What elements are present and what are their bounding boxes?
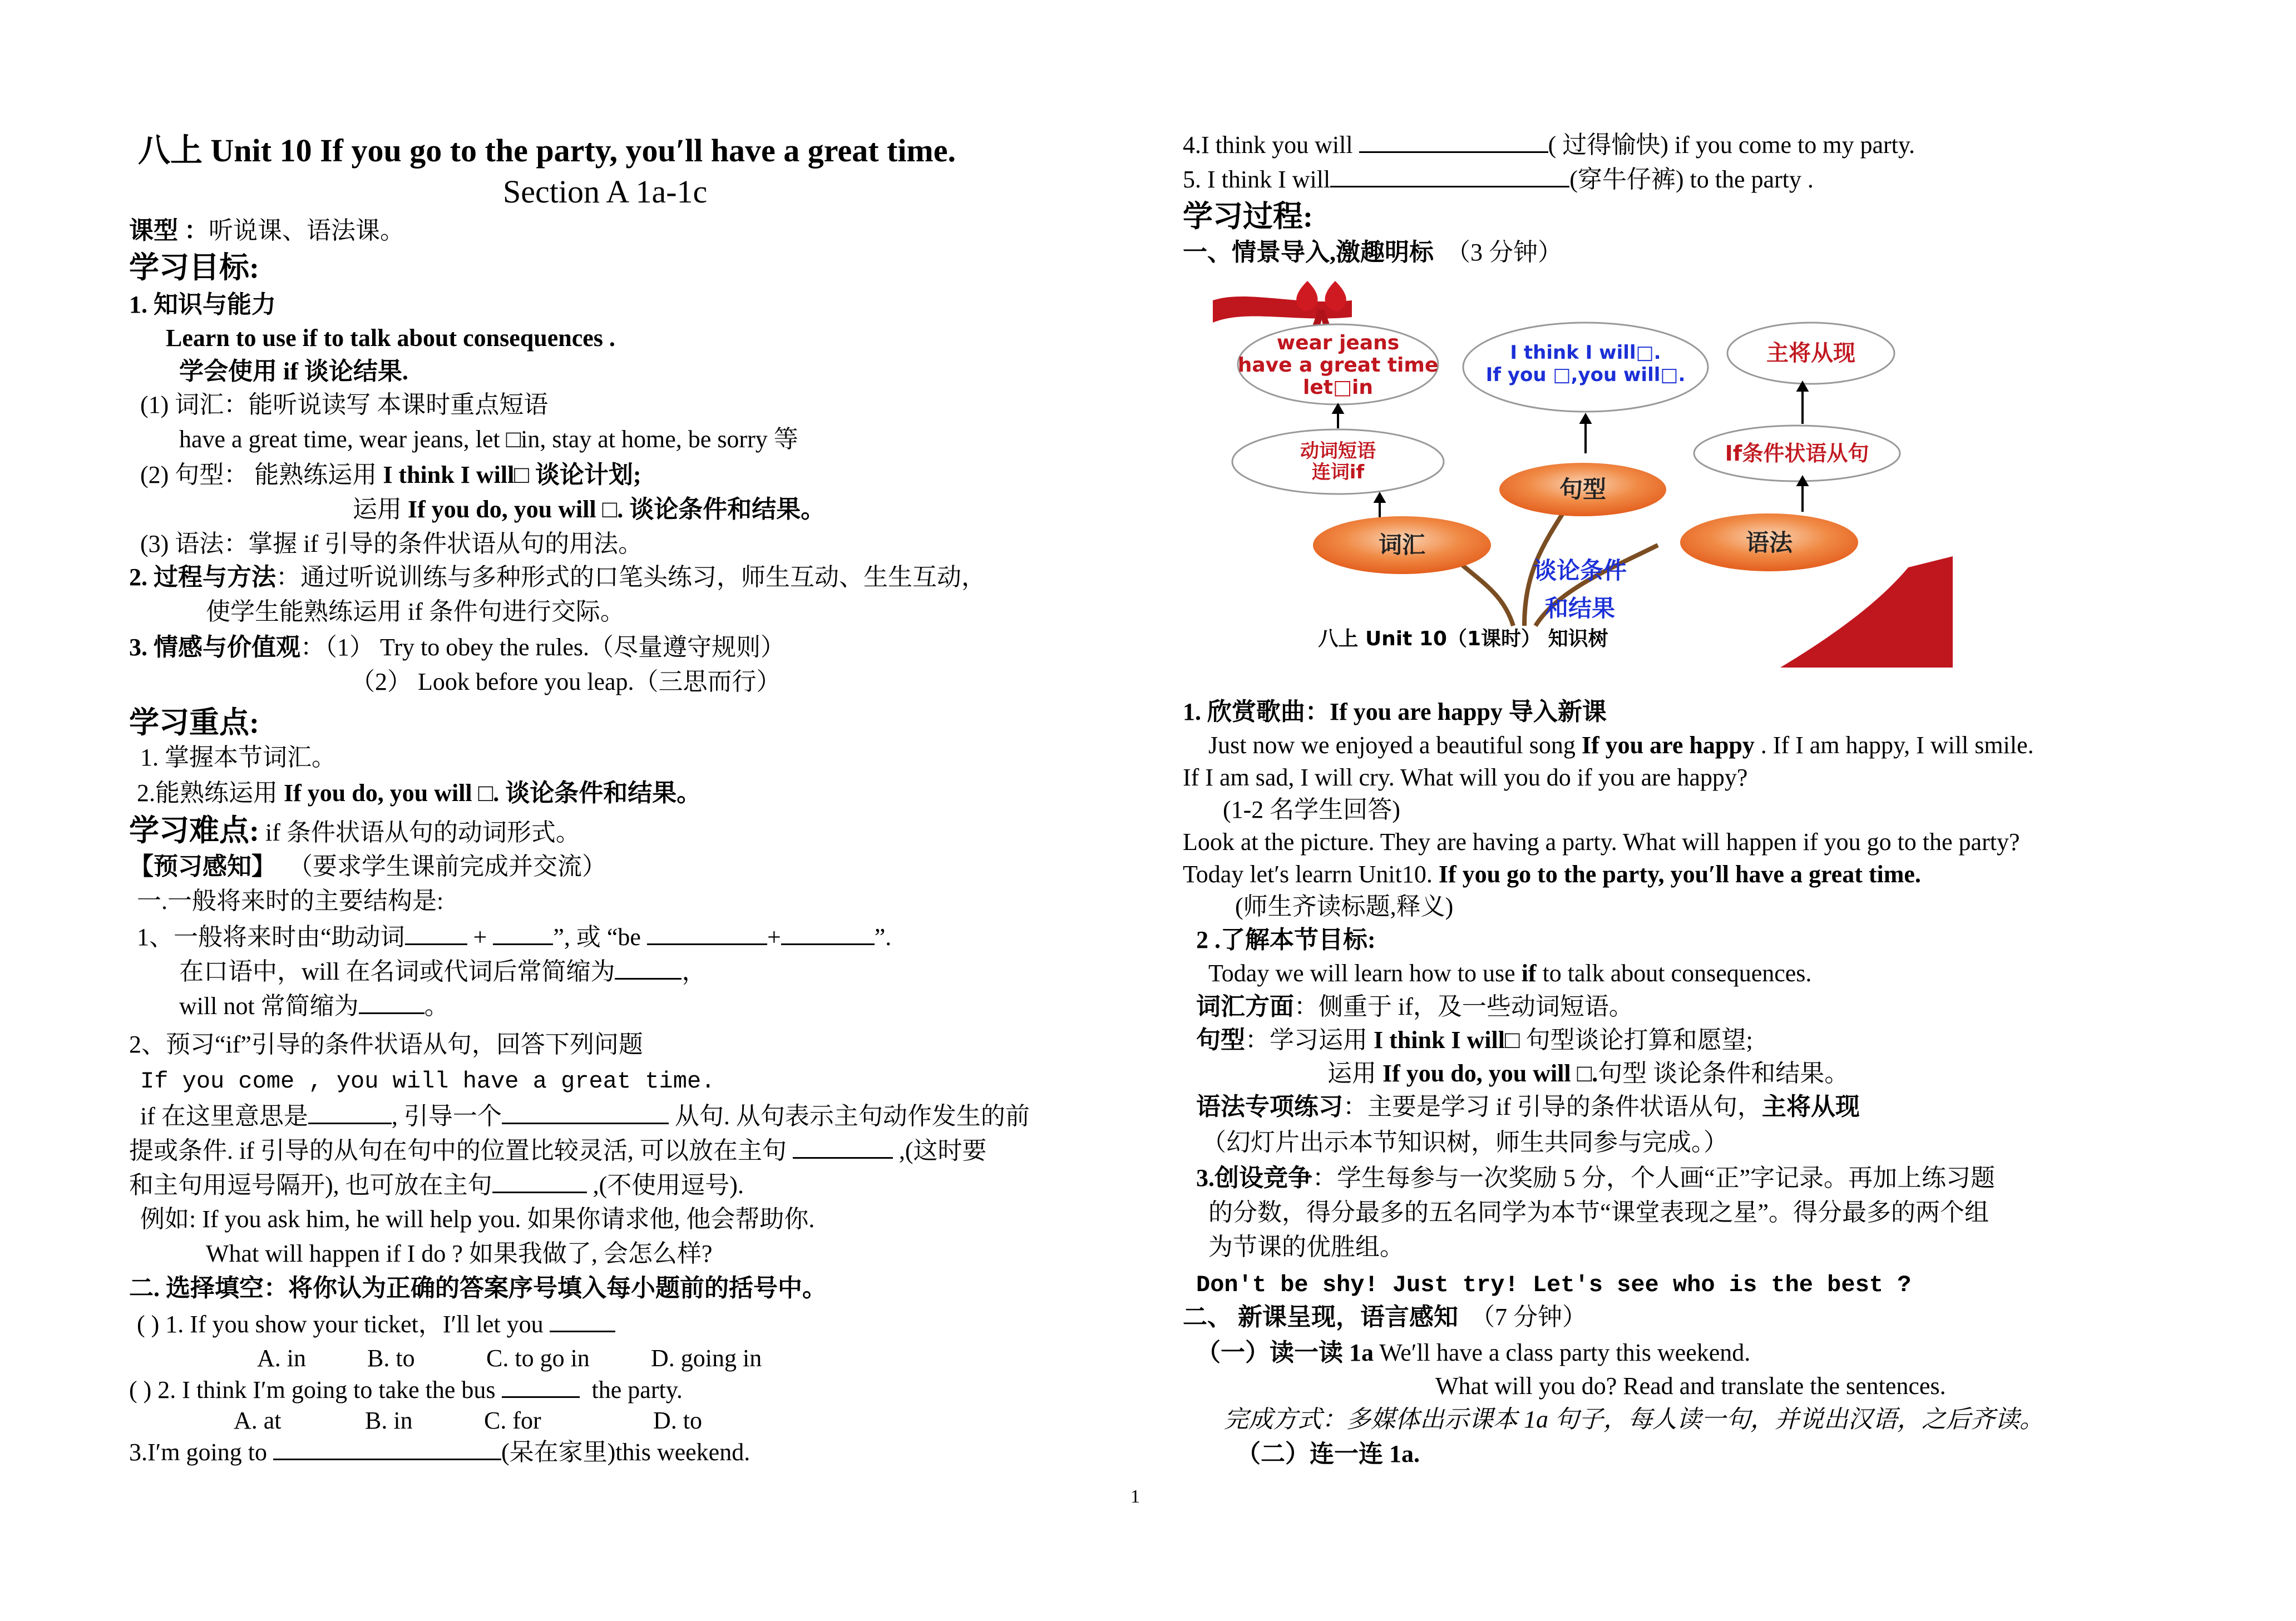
p2-l2-a: 提或条件. if 引导的从句在句中的位置比较灵活, 可以放在主句 <box>129 1137 787 1164</box>
goal1-cn-a: 学会使用 <box>179 358 283 385</box>
pattern-b1: 运用 <box>353 496 408 523</box>
goal1-en: Learn to use if to talk about consequences . <box>166 324 615 352</box>
q5-b: (穿牛仔裤) to the party . <box>1569 166 1814 193</box>
p2-l3-b: ,(不使用逗号). <box>592 1172 744 1199</box>
s1-l1-a: Just now we enjoyed a beautiful song <box>1208 732 1582 759</box>
blank[interactable] <box>502 1374 580 1398</box>
q1-opt-b: B. to <box>367 1345 415 1372</box>
step2-a: 二、 新课呈现，语言感知 <box>1183 1303 1458 1331</box>
s2-grammar-a: 语法专项练习 <box>1196 1093 1343 1120</box>
blank[interactable] <box>550 1308 615 1332</box>
q2-opt-d: D. to <box>653 1407 702 1434</box>
q3 <box>129 1436 750 1468</box>
s2-grammar <box>1196 1091 1860 1123</box>
read-line2: What will you do? Read and translate the sentences. <box>1435 1372 1946 1400</box>
bubble4-line2: 连词if <box>1311 461 1365 483</box>
page-number: 1 <box>1130 1486 1140 1507</box>
p1-l1-a: 1、一般将来时由“助动词 <box>137 923 405 951</box>
node-pattern: 句型 <box>1559 476 1607 503</box>
page-title: 八上 Unit 10 If you go to the party, you′ll have a great time. <box>138 132 956 169</box>
read-a: （一）读一读 1a <box>1196 1339 1374 1366</box>
q4-a: 4.I think you will <box>1183 131 1359 159</box>
p1-l1-d: + <box>767 923 781 951</box>
lesson-type-label: 课型 ： <box>129 217 209 244</box>
s2-vocab-a: 词汇方面 <box>1196 993 1294 1020</box>
grammar-line: (3) 语法：掌握 if 引导的条件状语从句的用法。 <box>140 530 643 557</box>
step2-heading <box>1183 1302 1587 1333</box>
key2-a: 2.能熟练运用 <box>137 779 284 807</box>
s2-use-c: 句型 谈论条件和结果。 <box>1598 1060 1849 1087</box>
node-grammar: 语法 <box>1745 529 1793 556</box>
q2-opt-b: B. in <box>365 1407 413 1434</box>
s2-grammar-b: ：主要是学习 if 引导的条件状语从句， <box>1343 1093 1762 1120</box>
p1-l2-end: ， <box>682 958 707 985</box>
diff-line <box>129 812 580 849</box>
s2-use-a: 运用 <box>1327 1060 1382 1087</box>
key-heading: 学习重点: <box>129 706 259 739</box>
bubble4-line1: 动词短语 <box>1300 440 1376 462</box>
p1-l3-text: will not 常简缩为 <box>179 992 359 1020</box>
step1-a: 一、情景导入,激趣明标 <box>1183 239 1434 266</box>
s2-use <box>1327 1058 1849 1089</box>
blank[interactable] <box>308 1100 392 1124</box>
s3-line2: 的分数，得分最多的五名同学为本节“课堂表现之星”。得分最多的两个组 <box>1208 1199 1989 1226</box>
pattern-line-a <box>140 459 641 491</box>
goal2-cont: 使学生能熟练运用 if 条件句进行交际。 <box>206 598 625 625</box>
q2-opt-a: A. at <box>234 1407 282 1434</box>
goal3-label: 3. 情感与价值观 <box>129 634 300 661</box>
lesson-type-text: 听说课、语法课。 <box>209 217 404 244</box>
goal1-cn-b: if 谈论结果. <box>283 358 408 385</box>
p1-l1-c: ”, 或 “be <box>553 923 647 951</box>
diff-text: if 条件状语从句的动词形式。 <box>259 819 580 846</box>
pattern-b2: If you do, you will □. 谈论条件和结果。 <box>408 496 826 523</box>
preview-line <box>129 851 606 882</box>
knowledge-tree-diagram <box>1213 278 1958 668</box>
bubble2-line2: If you □,you will□. <box>1485 364 1686 386</box>
s1-line2: If I am sad, I will cry. What will you do if you are happy? <box>1183 764 1748 791</box>
s1-line1 <box>1208 730 2034 761</box>
phrases-line: have a great time, wear jeans, let □in, stay at home, be sorry 等 <box>179 426 798 453</box>
step1-heading <box>1183 237 1562 268</box>
s1-line4: Look at the picture. They are having a party. What will happen if you go to the party? <box>1183 828 2020 856</box>
node-vocab: 词汇 <box>1378 531 1426 559</box>
p2-l1-a: if 在这里意思是 <box>140 1103 308 1130</box>
q5-a: 5. I think I will <box>1183 166 1331 193</box>
p1-l3-end: 。 <box>424 992 449 1020</box>
q3-a: 3.I′m going to <box>129 1439 273 1466</box>
s2-vocab-b: ：侧重于 if，及一些动词短语。 <box>1294 993 1633 1020</box>
p3-heading: 二. 选择填空：将你认为正确的答案序号填入每小题前的括号中。 <box>129 1274 827 1302</box>
p2-l1-b: , 引导一个 <box>391 1103 502 1130</box>
section-subtitle: Section A 1a-1c <box>503 174 708 210</box>
goal2-line <box>129 562 986 593</box>
blank[interactable] <box>1330 164 1569 187</box>
vocab-line: (1) 词汇：能听说读写 本课时重点短语 <box>140 391 549 418</box>
p2-l2-b: ,(这时要 <box>898 1137 987 1164</box>
center-line2: 和结果 <box>1544 595 1616 622</box>
q1 <box>137 1308 615 1340</box>
p2-l1-c: 从句. 从句表示主句动作发生的前 <box>674 1103 1030 1130</box>
s1-l5-b: If you go to the party, you′ll have a great time. <box>1438 861 1921 888</box>
q1-opt-d: D. going in <box>651 1345 762 1372</box>
p1-l2-text: 在口语中，will 在名词或代词后常简缩为 <box>179 958 615 985</box>
bubble5: If条件状语从句 <box>1725 441 1869 466</box>
q1-opt-c: C. to go in <box>486 1345 590 1372</box>
blank[interactable] <box>781 921 875 945</box>
process-heading: 学习过程: <box>1183 200 1313 233</box>
s1-line5 <box>1183 859 1921 890</box>
ribbon-corner-icon <box>1780 556 1953 668</box>
p1-line2 <box>179 956 706 987</box>
p1-l1-b: + <box>467 923 493 951</box>
bubble1-line3: let□in <box>1303 376 1373 399</box>
p2-line2 <box>129 1135 987 1167</box>
q3-b: (呆在家里)this weekend. <box>501 1439 750 1466</box>
s3-line3: 为节课的优胜组。 <box>1208 1233 1404 1261</box>
key2-b: If you do, you will □. 谈论条件和结果。 <box>284 779 702 807</box>
match-heading: （二）连一连 1a. <box>1236 1440 1420 1467</box>
q4 <box>1183 129 1915 161</box>
p1-heading: 一.一般将来时的主要结构是: <box>137 887 444 915</box>
blank[interactable] <box>493 921 553 945</box>
s2-pattern <box>1196 1025 1753 1056</box>
goal2-text: ：通过听说训练与多种形式的口笔头练习，师生互动、生生互动， <box>276 564 986 591</box>
read-method: 完成方式：多媒体出示课本 1a 句子，每人读一句，并说出汉语，之后齐读。 <box>1224 1406 2044 1433</box>
lesson-type <box>129 215 404 246</box>
read-line1 <box>1196 1337 1750 1368</box>
q2 <box>129 1374 683 1406</box>
s1-l1-c: . If I am happy, I will smile. <box>1754 732 2034 759</box>
goal2-label: 2. 过程与方法 <box>129 564 276 591</box>
s2-use-b: If you do, you will □. <box>1382 1060 1598 1087</box>
diff-heading: 学习难点: <box>129 814 259 847</box>
q2-opt-c: C. for <box>484 1407 541 1434</box>
key1: 1. 掌握本节词汇。 <box>140 744 336 771</box>
blank[interactable] <box>1359 129 1548 153</box>
s3-b: ：学生每参与一次奖励 5 分，个人画“正”字记录。再加上练习题 <box>1312 1164 1996 1192</box>
bubble3: 主将从现 <box>1766 340 1855 366</box>
key2 <box>137 778 701 809</box>
step1-b: （3 分钟） <box>1446 239 1562 266</box>
p2-ex2: What will happen if I do ? 如果我做了, 会怎么样? <box>206 1240 713 1267</box>
p1-line1 <box>137 921 891 953</box>
s1-heading: 1. 欣赏歌曲：If you are happy 导入新课 <box>1183 698 1607 725</box>
blank[interactable] <box>273 1436 501 1460</box>
step2-b: （7 分钟） <box>1470 1303 1587 1331</box>
blank[interactable] <box>492 1169 587 1193</box>
s2-l1-b: if <box>1521 960 1537 987</box>
goal3-a: ：（1） Try to obey the rules.（尽量遵守规则） <box>300 634 786 661</box>
s2-pattern-d: 句型谈论打算和愿望; <box>1519 1026 1753 1054</box>
p2-line3 <box>129 1169 744 1201</box>
q2-b: the party. <box>591 1376 683 1403</box>
s2-grammar-c: 主将从现 <box>1761 1093 1860 1120</box>
q2-a: ( ) 2. I think I′m going to take the bus <box>129 1376 502 1403</box>
s2-pattern-a: 句型 <box>1196 1026 1245 1054</box>
bubble1-line1: wear jeans <box>1276 332 1400 354</box>
s2-l1-c: to talk about consequences. <box>1536 960 1812 987</box>
s2-pattern-b: ：学习运用 <box>1245 1026 1374 1054</box>
s2-line1 <box>1208 958 1811 989</box>
p2-example: If you come , you will have a great time. <box>140 1068 715 1095</box>
bubble2-line1: I think I will□. <box>1510 342 1661 364</box>
q5 <box>1183 164 1814 195</box>
s2-vocab <box>1196 991 1633 1022</box>
blank[interactable] <box>615 956 682 980</box>
p1-l1-e: ”. <box>874 923 892 951</box>
s3-a: 3.创设竞争 <box>1196 1164 1312 1192</box>
goal1-cn <box>179 356 408 387</box>
goal1-heading: 1. 知识与能力 <box>129 291 276 318</box>
tree-caption: 八上 Unit 10（1课时） 知识树 <box>1318 627 1608 650</box>
p1-line3 <box>179 990 449 1022</box>
blank[interactable] <box>793 1135 893 1159</box>
preview-title: 【预习感知】 <box>129 853 276 880</box>
center-line1: 谈论条件 <box>1533 557 1627 584</box>
q1-opt-a: A. in <box>257 1345 306 1372</box>
goal3-line <box>129 632 785 663</box>
s2-heading: 2 .了解本节目标: <box>1196 926 1376 953</box>
q1-text: ( ) 1. If you show your ticket，I′ll let you <box>137 1311 550 1338</box>
blank[interactable] <box>502 1100 669 1124</box>
p2-ex1: 例如: If you ask him, he will help you. 如果你请求他, 他会帮助你. <box>140 1205 815 1233</box>
s3-line1 <box>1196 1163 1995 1194</box>
goals-heading: 学习目标: <box>129 251 259 284</box>
s1-l1-b: If you are happy <box>1581 732 1755 759</box>
s2-slide: （幻灯片出示本节知识树，师生共同参与完成。） <box>1202 1129 1728 1156</box>
pattern-a2: I think I will□ 谈论计划; <box>383 461 641 488</box>
s2-pattern-c: I think I will□ <box>1374 1026 1520 1054</box>
goal3-b: （2） Look before you leap.（三思而行） <box>350 668 781 695</box>
blank[interactable] <box>647 921 767 945</box>
pattern-a1: (2) 句型： 能熟练运用 <box>140 461 383 488</box>
read-b: We′ll have a class party this weekend. <box>1374 1339 1751 1366</box>
s1-l5-a: Today let′s learrn Unit10. <box>1183 861 1439 888</box>
blank[interactable] <box>359 990 424 1014</box>
p2-heading: 2、预习“if”引导的条件状语从句，回答下列问题 <box>129 1031 643 1058</box>
p2-l3-a: 和主句用逗号隔开), 也可放在主句 <box>129 1172 492 1199</box>
q4-b: ( 过得愉快) if you come to my party. <box>1548 131 1915 159</box>
s1-line3: (1-2 名学生回答) <box>1223 796 1400 823</box>
s3-slogan: Don′t be shy! Just try! Let′s see who is the best ? <box>1196 1272 1912 1298</box>
s2-l1-a: Today we will learn how to use <box>1208 960 1522 987</box>
p2-line1 <box>140 1100 1030 1132</box>
blank[interactable] <box>405 921 467 945</box>
pattern-line-b <box>353 494 825 525</box>
bubble1-line2: have a great time <box>1237 354 1439 377</box>
s1-line6: (师生齐读标题,释义) <box>1235 893 1454 920</box>
preview-note: （要求学生课前完成并交流） <box>288 853 606 880</box>
